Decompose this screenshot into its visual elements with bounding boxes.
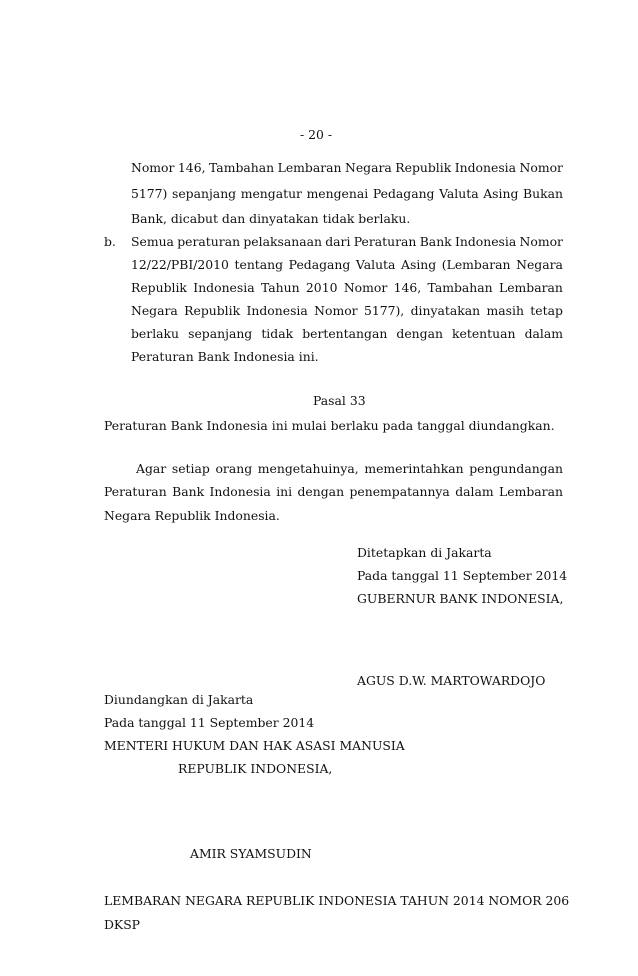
word: Bank — [172, 484, 205, 499]
item-a-line — [131, 186, 563, 201]
word: sepanjang — [171, 186, 237, 201]
word: Negara — [131, 303, 178, 318]
word: mengenai — [306, 186, 369, 201]
promulgated-place: Diundangkan di Jakarta — [104, 692, 254, 707]
word: Pedagang — [372, 186, 435, 201]
article-title: Pasal 33 — [313, 393, 366, 408]
word: Nomor — [519, 234, 563, 249]
word: peraturan — [177, 234, 241, 249]
word: tentang — [234, 257, 284, 272]
word: Indonesia — [246, 303, 308, 318]
word: 2010 — [305, 280, 338, 295]
word: Republik — [131, 280, 187, 295]
word: mengatur — [240, 186, 302, 201]
word: Lembaran — [277, 160, 342, 175]
enactment-date: Pada tanggal 11 September 2014 — [357, 568, 568, 583]
word: 5177) — [131, 186, 168, 201]
promulgated-signatory: AMIR SYAMSUDIN — [190, 846, 312, 861]
word: Peraturan — [104, 484, 167, 499]
word: Pedagang — [288, 257, 351, 272]
word: Indonesia — [193, 280, 255, 295]
word: Peraturan — [353, 234, 417, 249]
item-b-line: Peraturan Bank Indonesia ini. — [131, 349, 319, 364]
word: Asing — [401, 257, 437, 272]
word: ketentuan — [452, 326, 516, 341]
word: 146, — [393, 280, 422, 295]
enactment-signatory: AGUS D.W. MARTOWARDOJO — [357, 673, 546, 688]
word: orang — [215, 461, 253, 476]
word: Bank — [419, 234, 452, 249]
word: Asing — [483, 186, 519, 201]
enactment-place: Ditetapkan di Jakarta — [357, 545, 492, 560]
item-a-line — [131, 160, 563, 175]
word: 12/22/PBI/2010 — [131, 257, 229, 272]
department-code: DKSP — [104, 917, 141, 932]
promulgated-date: Pada tanggal 11 September 2014 — [104, 715, 315, 730]
word: Agar — [136, 461, 167, 476]
word: dinyatakan — [410, 303, 481, 318]
item-b-line — [131, 303, 563, 318]
word: memerintahkan — [364, 461, 464, 476]
item-b-line — [131, 280, 563, 295]
word: Tahun — [260, 280, 300, 295]
item-b-marker: b. — [104, 234, 116, 249]
word: dalam — [524, 326, 563, 341]
word: berlaku — [131, 326, 180, 341]
word: Lembaran — [499, 484, 563, 499]
word: tidak — [261, 326, 294, 341]
gazette-reference: LEMBARAN NEGARA REPUBLIK INDONESIA TAHUN 2014 NOMOR 206 — [104, 893, 570, 908]
word: dengan — [297, 484, 345, 499]
article-text: Peraturan Bank Indonesia ini mulai berlaku pada tanggal diundangkan. — [104, 418, 555, 433]
word: Nomor — [343, 280, 388, 295]
promulgation-line — [104, 484, 563, 499]
word: Indonesia — [454, 234, 517, 249]
word: Lembaran — [498, 280, 563, 295]
word: Tambahan — [427, 280, 493, 295]
word: pelaksanaan — [243, 234, 322, 249]
word: Nomor — [519, 160, 563, 175]
word: pengundangan — [469, 461, 563, 476]
word: Valuta — [439, 186, 479, 201]
promulgated-title-line1: MENTERI HUKUM DAN HAK ASASI MANUSIA — [104, 738, 405, 753]
item-b-line — [131, 257, 563, 272]
word: Nomor — [131, 160, 175, 175]
item-b-line — [131, 326, 563, 341]
word: Semua — [131, 234, 174, 249]
word: tetap — [530, 303, 563, 318]
word: masih — [486, 303, 524, 318]
word: bertentangan — [302, 326, 388, 341]
word: ini — [276, 484, 293, 499]
word: Negara — [345, 160, 392, 175]
word: Nomor — [314, 303, 358, 318]
word: Indonesia — [209, 484, 271, 499]
word: setiap — [171, 461, 210, 476]
word: Tambahan — [209, 160, 275, 175]
word: (Lembaran — [441, 257, 511, 272]
word: dalam — [455, 484, 494, 499]
enactment-title: GUBERNUR BANK INDONESIA, — [357, 591, 564, 606]
word: 5177), — [363, 303, 405, 318]
item-a-line: Bank, dicabut dan dinyatakan tidak berlaku. — [131, 211, 411, 226]
page-number: - 20 - — [300, 127, 333, 142]
word: dari — [325, 234, 351, 249]
word: Bukan — [522, 186, 563, 201]
word: dengan — [396, 326, 443, 341]
word: mengetahuinya, — [257, 461, 359, 476]
word: 146, — [177, 160, 206, 175]
word: Negara — [516, 257, 563, 272]
word: Valuta — [355, 257, 396, 272]
word: Republik — [395, 160, 452, 175]
word: Indonesia — [454, 160, 517, 175]
item-b-line — [131, 234, 563, 249]
promulgation-line: Negara Republik Indonesia. — [104, 508, 280, 523]
promulgated-title-line2: REPUBLIK INDONESIA, — [178, 761, 333, 776]
promulgation-line — [136, 461, 563, 476]
word: Republik — [184, 303, 241, 318]
word: sepanjang — [188, 326, 253, 341]
word: penempatannya — [349, 484, 450, 499]
